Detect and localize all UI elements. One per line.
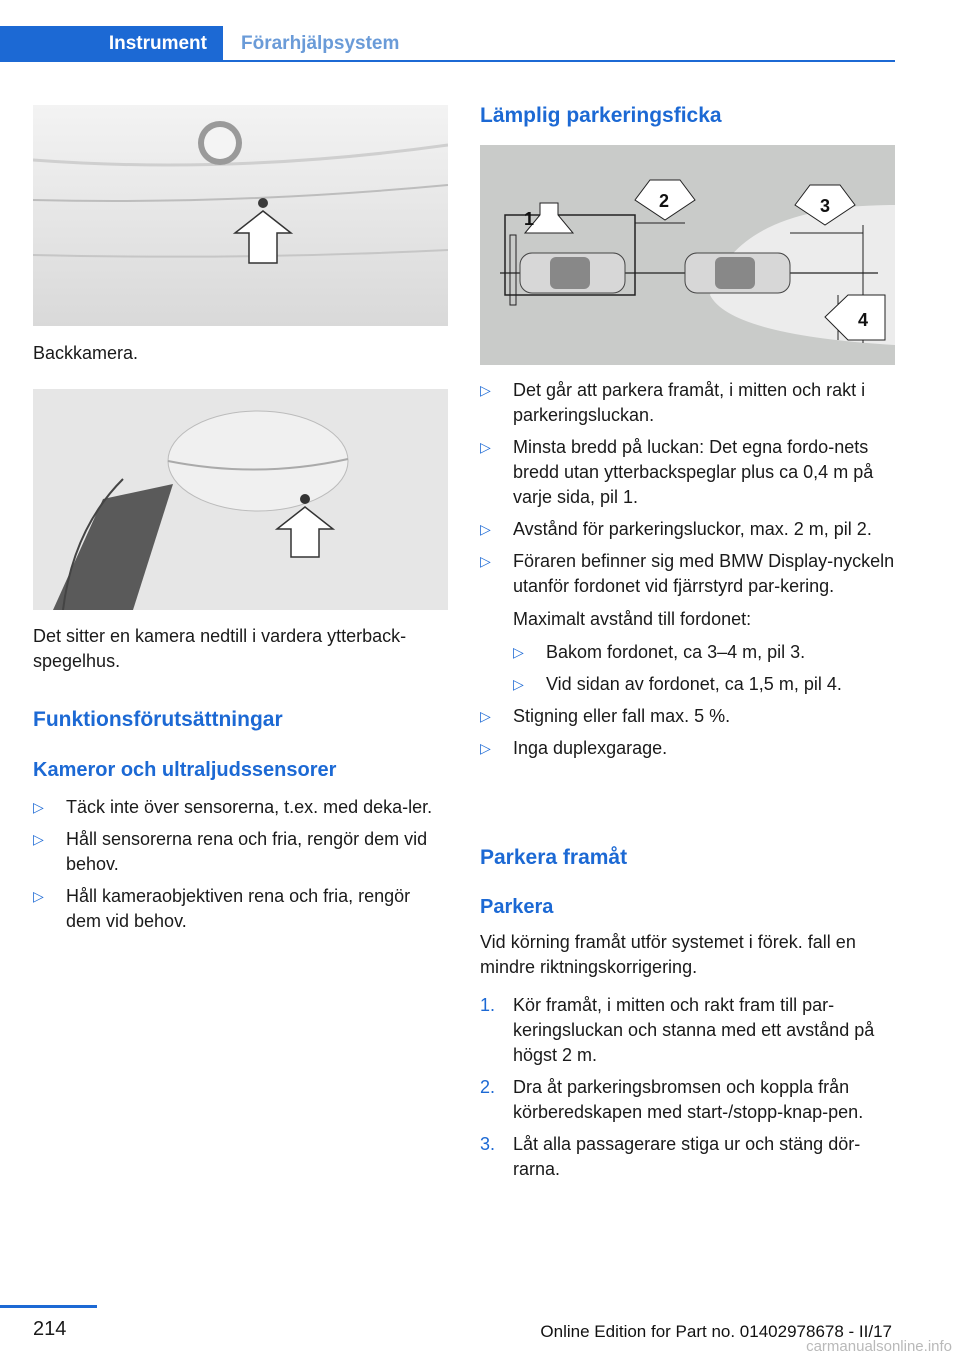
diagram-label: 3 bbox=[820, 196, 831, 216]
list-item: ▷ Bakom fordonet, ca 3–4 m, pil 3. bbox=[513, 642, 806, 662]
subheading-kameror: Kameror och ultraljudssensorer bbox=[33, 759, 337, 781]
subheading-parkera: Parkera bbox=[480, 896, 554, 918]
list-item: ▷ Täck inte över sensorerna, t.ex. med deka-ler. bbox=[33, 797, 433, 817]
watermark: carmanualsonline.info bbox=[806, 1338, 952, 1355]
intro-paragraph: Vid körning framåt utför systemet i förek. fall en mindre riktningskorrigering. bbox=[480, 932, 856, 977]
rear-camera-figure bbox=[33, 105, 448, 326]
caption-mirror-camera: Det sitter en kamera nedtill i vardera ytterback-spegelhus. bbox=[33, 626, 407, 671]
list-item: ▷ Avstånd för parkeringsluckor, max. 2 m, pil 2. bbox=[480, 519, 872, 539]
diagram-label: 2 bbox=[659, 191, 670, 211]
caption-backkamera: Backkamera. bbox=[33, 343, 139, 363]
mirror-camera-figure bbox=[33, 389, 448, 610]
sub-bullet-list bbox=[513, 640, 896, 697]
heading-lamplig-parkeringsficka: Lämplig parkeringsficka bbox=[480, 104, 722, 127]
heading-parkera-framat: Parkera framåt bbox=[480, 846, 628, 869]
list-item: ▷ Minsta bredd på luckan: Det egna fordo-nets bredd utan ytterbackspeglar plus ca 0,4 m på varje sida, pil 1. bbox=[480, 437, 874, 507]
list-item: ▷ Vid sidan av fordonet, ca 1,5 m, pil 4. bbox=[513, 674, 842, 694]
left-bullet-list bbox=[33, 795, 449, 934]
list-item: ▷ Föraren befinner sig med BMW Display-nyckeln utanför fordonet vid fjärrstyrd par-kering. Maximalt avstånd till fordonet: ▷ Bakom fordonet, ca 3–4 m, pil 3. ▷ Vid sidan av fordonet, ca 1,5 m, pil 4. bbox=[480, 549, 896, 697]
heading-funktionsforutsattningar: Funktionsförutsättningar bbox=[33, 708, 283, 731]
steps-list bbox=[480, 993, 896, 1182]
list-item: ▷ Håll sensorerna rena och fria, rengör dem vid behov. bbox=[33, 829, 428, 874]
diagram-label: 4 bbox=[858, 310, 869, 330]
list-item: 1. Kör framåt, i mitten och rakt fram till par-keringsluckan och stanna med ett avstånd på högst 2 m. bbox=[480, 995, 875, 1065]
list-item: 3. Låt alla passagerare stiga ur och stäng dör-rarna. bbox=[480, 1134, 861, 1179]
tab-instrument[interactable]: Instrument bbox=[0, 26, 223, 62]
list-item: ▷ Stigning eller fall max. 5 %. bbox=[480, 706, 731, 726]
parking-space-diagram bbox=[480, 145, 895, 365]
right-bullet-list bbox=[480, 378, 896, 761]
list-item: ▷ Inga duplexgarage. bbox=[480, 738, 668, 758]
car-icon bbox=[520, 253, 625, 293]
list-item: 2. Dra åt parkeringsbromsen och koppla från körberedskapen med start-/stopp-knap-pen. bbox=[480, 1077, 864, 1122]
edition-text: Online Edition for Part no. 01402978678 - II/17 bbox=[540, 1322, 892, 1341]
bullet-note: Maximalt avstånd till fordonet: bbox=[513, 609, 752, 629]
page-number: 214 bbox=[33, 1318, 67, 1340]
diagram-label: 1 bbox=[524, 209, 535, 229]
tab-forarhjalpsystem[interactable]: Förarhjälpsystem bbox=[241, 33, 400, 54]
list-item: ▷ Håll kameraobjektiven rena och fria, rengör dem vid behov. bbox=[33, 886, 411, 931]
footer-rule bbox=[0, 1305, 97, 1308]
list-item: ▷ Det går att parkera framåt, i mitten och rakt i parkeringsluckan. bbox=[480, 380, 866, 425]
